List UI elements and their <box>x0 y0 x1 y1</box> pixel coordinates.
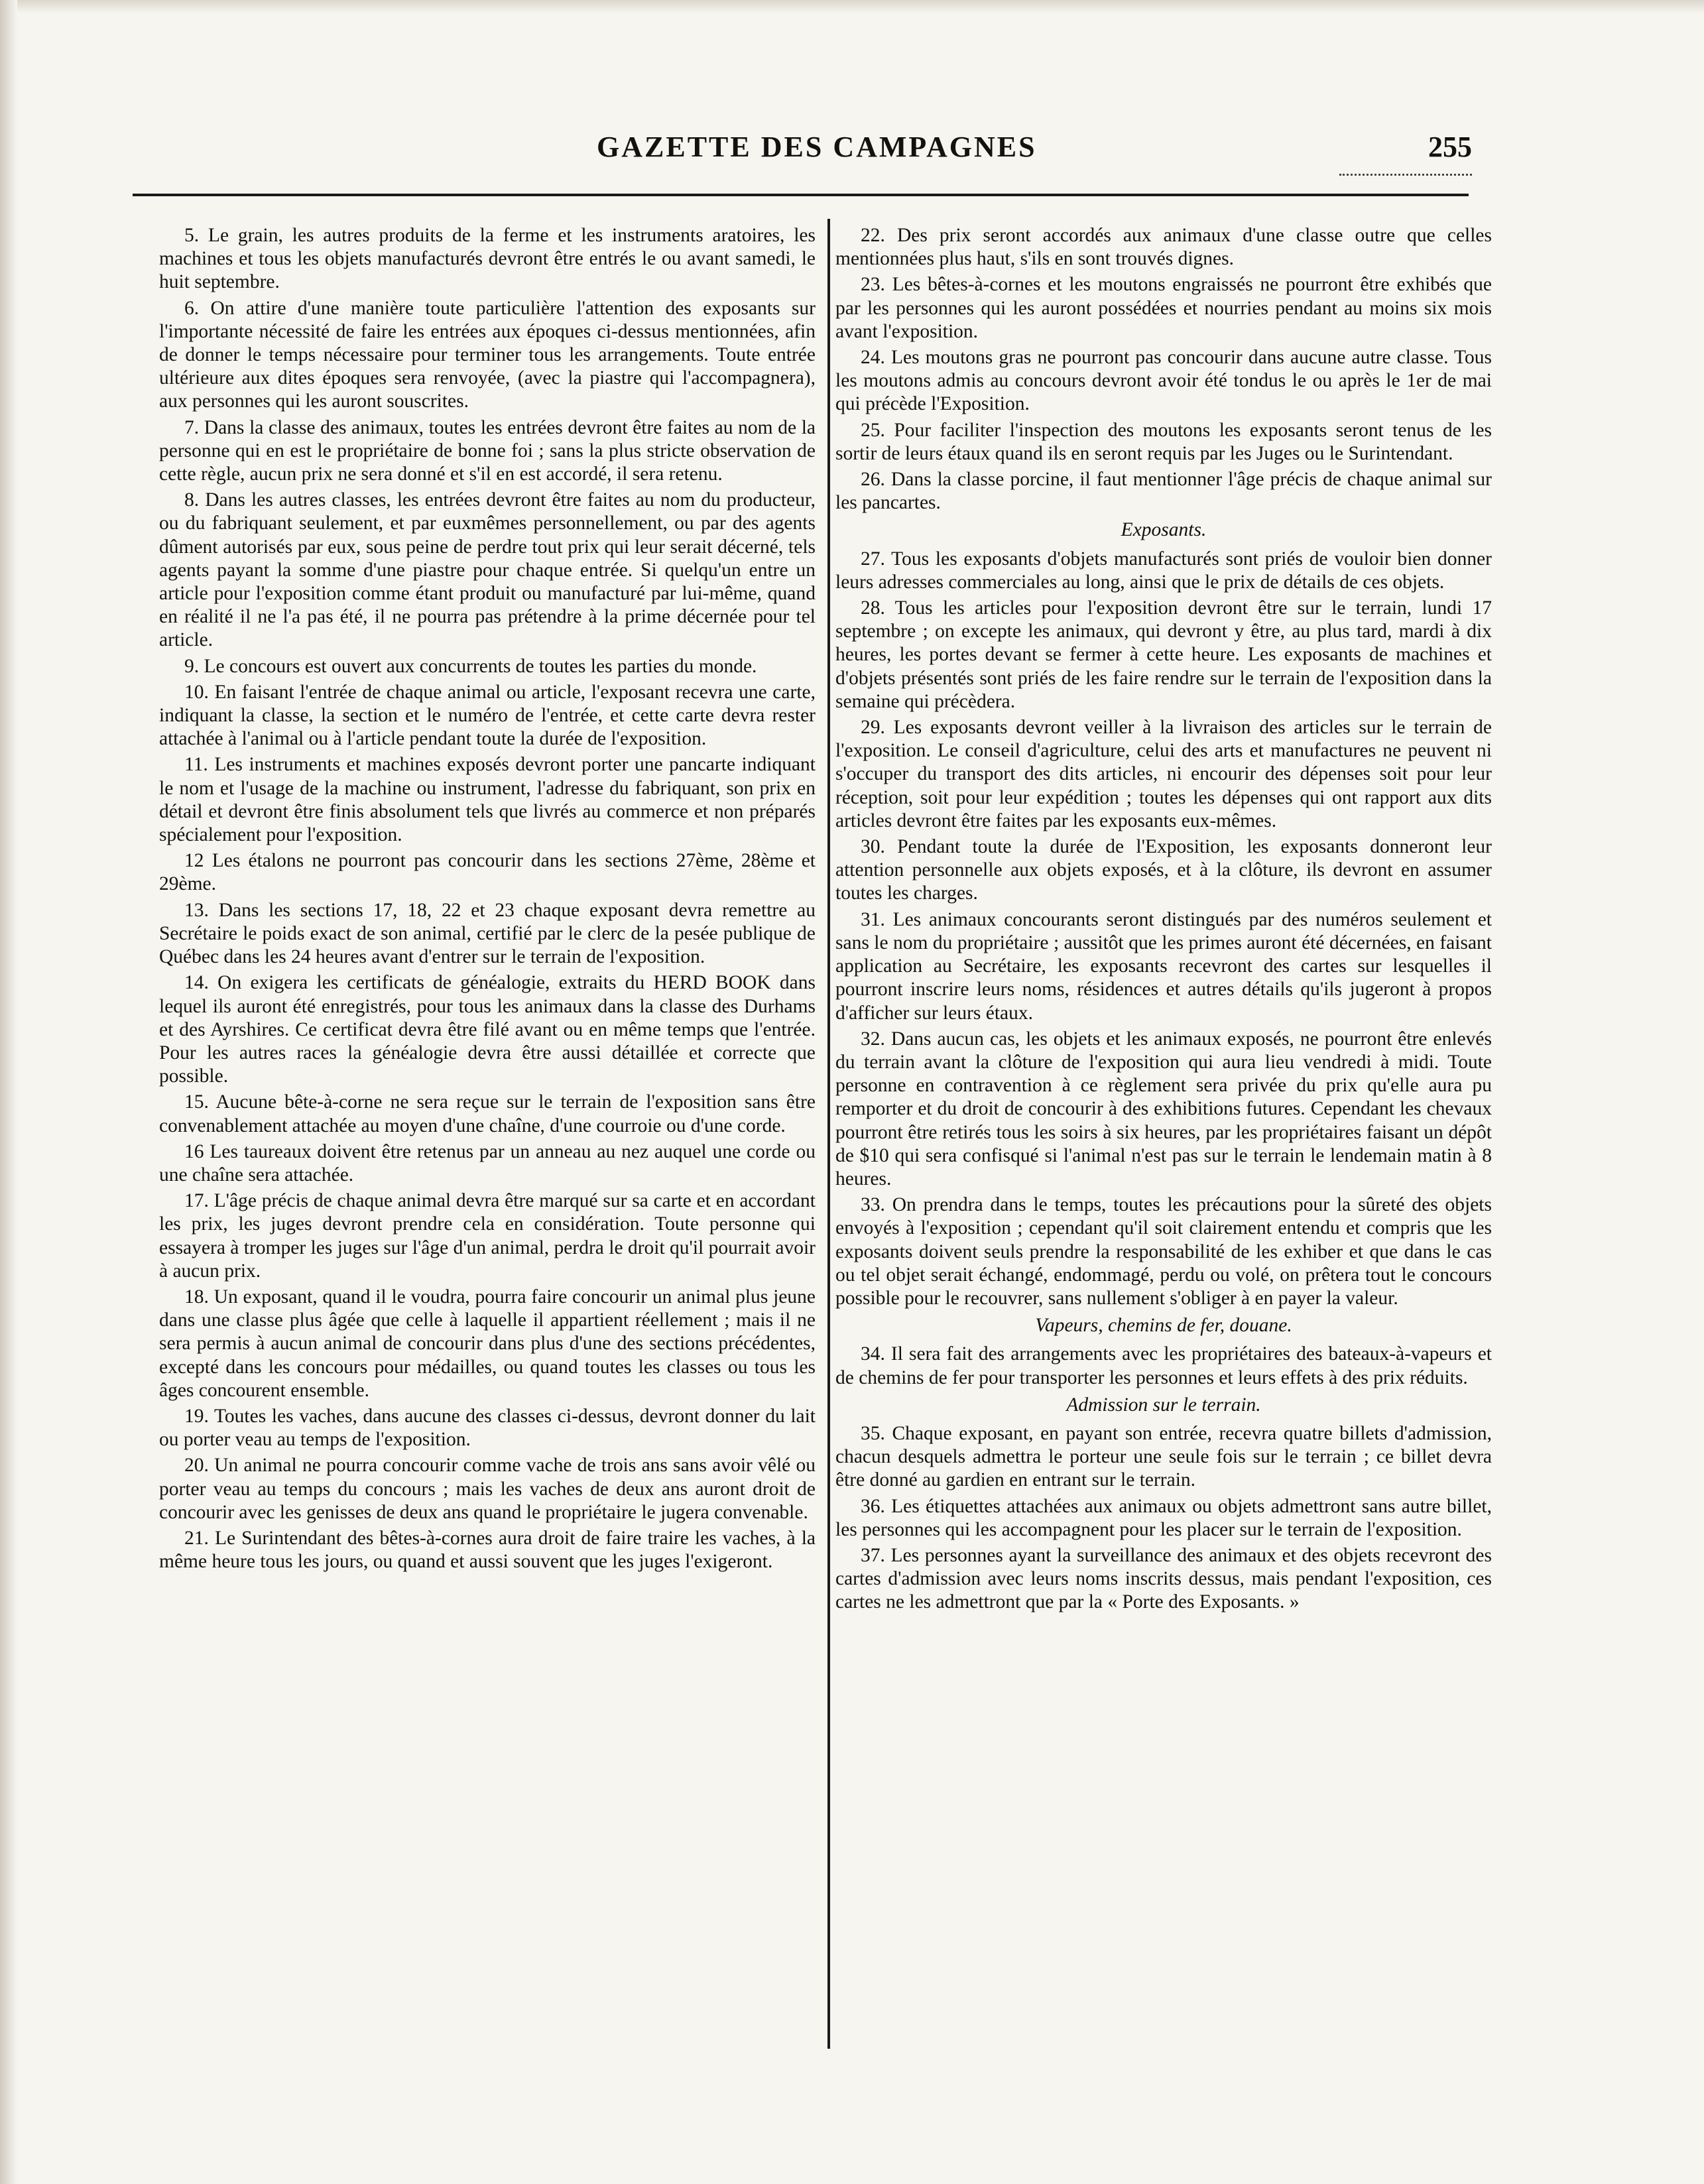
column-separator <box>827 219 830 2049</box>
page-edge-top <box>0 0 1704 13</box>
article-paragraph: 33. On prendra dans le temps, toutes les précautions pour la sûreté des objets envoyés à l'exposition ; cependant qu'il soit clairement entendu et compris que les exposants doivent seuls prendre la responsabilité de les exhiber et que dans le cas ou tel objet serait échangé, endommagé, perdu ou volé, on prêtera tout le concours possible pour le recouvrer, sans nullement s'obliger à en payer la valeur. <box>835 1194 1492 1309</box>
article-paragraph: 27. Tous les exposants d'objets manufacturés sont priés de vouloir bien donner leurs adresses commerciales au long, ainsi que le prix de détails de ces objets. <box>835 548 1492 593</box>
gazette-title: GAZETTE DES CAMPAGNES <box>597 131 1037 163</box>
article-paragraph: 14. On exigera les certificats de généalogie, extraits du HERD BOOK dans lequel ils auront été enregistrés, pour tous les animaux dans la classe des Durhams et des Ayrshires. Ce certificat devra être filé avant ou en même temps que l'entrée. Pour les autres races la généalogie devra être aussi détaillée et correcte que possible. <box>159 972 816 1087</box>
article-paragraph: 37. Les personnes ayant la surveillance des animaux et des objets recevront des cartes d'admission avec leurs noms inscrits dessus, mais pendant l'exposition, ces cartes ne les admettront que par la « Porte des Exposants. » <box>835 1544 1492 1613</box>
article-paragraph: 18. Un exposant, quand il le voudra, pourra faire concourir un animal plus jeune dans une classe plus âgée que celle à laquelle il appartient réellement ; mais il ne sera permis à aucun animal de concourir dans plus d'une des sections précédentes, excepté dans les concours pour médailles, ou quand toutes les classes ou tous les âges concourent ensemble. <box>159 1286 816 1401</box>
article-paragraph: 9. Le concours est ouvert aux concurrents de toutes les parties du monde. <box>184 655 757 677</box>
page-header <box>119 126 1472 166</box>
header-rule <box>133 194 1469 196</box>
article-paragraph: 34. Il sera fait des arrangements avec les propriétaires des bateaux-à-vapeurs et de chemins de fer pour transporter les personnes et leurs effets à des prix réduits. <box>835 1343 1492 1388</box>
article-paragraph: 11. Les instruments et machines exposés devront porter une pancarte indiquant le nom et l'usage de la machine ou instrument, l'adresse du fabriquant, son prix en détail et devront être finis absolument tels que livrés au commerce et non préparés spécialement pour l'exposition. <box>159 754 816 846</box>
article-paragraph: 10. En faisant l'entrée de chaque animal ou article, l'exposant recevra une carte, indiquant la classe, la section et le numéro de l'entrée, et cette carte devra rester attachée à l'animal ou à l'article pendant toute la durée de l'exposition. <box>159 681 816 750</box>
article-paragraph: 12 Les étalons ne pourront pas concourir dans les sections 27ème, 28ème et 29ème. <box>159 850 816 895</box>
article-paragraph: 8. Dans les autres classes, les entrées devront être faites au nom du producteur, ou du fabriquant seulement, et par euxmêmes personnellement, ou par des agents dûment autorisés par eux, sous peine de perdre tout prix qui leur serait décerné, tels agents payant la somme d'une piastre pour chaque entrée. Si quelqu'un entre un article pour l'exposition comme étant produit ou manufacturé par lui-même, quand en réalité il ne l'a pas été, il ne pourra pas prétendre à la prime décernée pour tel article. <box>159 489 816 651</box>
article-paragraph: 35. Chaque exposant, en payant son entrée, recevra quatre billets d'admission, chacun desquels admettra le porteur une seule fois sur le terrain ; ce billet devra être donné au gardien en entrant sur le terrain. <box>835 1422 1492 1491</box>
article-paragraph: 31. Les animaux concourants seront distingués par des numéros seulement et sans le nom du propriétaire ; aussitôt que les primes auront été décernées, en faisant application au Secrétaire, les exposants recevront des cartes sur lesquelles il pourront inscrire leurs noms, résidences et autres détails qu'ils jugeront à propos d'afficher sur leurs étaux. <box>835 908 1492 1024</box>
page-edge-left <box>0 0 17 2184</box>
right-column <box>835 224 1492 1617</box>
article-paragraph: 36. Les étiquettes attachées aux animaux ou objets admettront sans autre billet, les personnes qui les accompagnent pour les placer sur le terrain de l'exposition. <box>835 1495 1492 1540</box>
article-paragraph: 24. Les moutons gras ne pourront pas concourir dans aucune autre classe. Tous les moutons admis au concours devront avoir été tondus le ou après le 1er de mai qui précède l'Exposition. <box>835 347 1492 415</box>
article-paragraph: 30. Pendant toute la durée de l'Exposition, les exposants donneront leur attention personnelle aux objets exposés, et à la clôture, ils devront en assumer toutes les charges. <box>835 836 1492 904</box>
left-column <box>159 224 816 1576</box>
section-heading: Exposants. <box>1121 519 1207 541</box>
article-paragraph: 15. Aucune bête-à-corne ne sera reçue sur le terrain de l'exposition sans être convenablement attachée au moyen d'une chaîne, d'une courroie ou d'une corde. <box>159 1091 816 1136</box>
header-dotted-rule <box>1339 174 1472 176</box>
article-paragraph: 16 Les taureaux doivent être retenus par un anneau au nez auquel une corde ou une chaîne sera attachée. <box>159 1140 816 1185</box>
article-paragraph: 23. Les bêtes-à-cornes et les moutons engraissés ne pourront être exhibés que par les personnes qui les auront possédées et nourries pendant au moins six mois avant l'exposition. <box>835 274 1492 342</box>
section-heading: Vapeurs, chemins de fer, douane. <box>1035 1315 1292 1337</box>
article-paragraph: 17. L'âge précis de chaque animal devra être marqué sur sa carte et en accordant les prix, les juges devront prendre cela en considération. Toute personne qui essayera à tromper les juges sur l'âge d'un animal, perdra le droit qu'il pourrait avoir à aucun prix. <box>159 1190 816 1282</box>
article-paragraph: 5. Le grain, les autres produits de la ferme et les instruments aratoires, les machines et tous les objets manufacturés devront être entrés le ou avant samedi, le huit septembre. <box>159 225 816 293</box>
article-paragraph: 20. Un animal ne pourra concourir comme vache de trois ans sans avoir vêlé ou porter veau au temps du concours ; mais les vaches de deux ans auront droit de concourir avec les genisses de deux ans quand le propriétaire le jugera convenable. <box>159 1455 816 1523</box>
article-paragraph: 29. Les exposants devront veiller à la livraison des articles sur le terrain de l'exposition. Le conseil d'agriculture, celui des arts et manufactures ne peuvent ni s'occuper du transport des dits articles, ni encourir des dépenses soit pour leur réception, soit pour leur expédition ; toutes les dépenses qui ont rapport aux dits articles devront être faites par les exposants eux-mêmes. <box>835 717 1492 831</box>
page-number: 255 <box>1428 131 1472 163</box>
article-paragraph: 22. Des prix seront accordés aux animaux d'une classe outre que celles mentionnées plus haut, s'ils en sont trouvés dignes. <box>835 225 1492 270</box>
article-paragraph: 19. Toutes les vaches, dans aucune des classes ci-dessus, devront donner du lait ou porter veau au temps de l'exposition. <box>159 1405 816 1451</box>
article-paragraph: 32. Dans aucun cas, les objets et les animaux exposés, ne pourront être enlevés du terrain avant la clôture de l'exposition qui aura lieu vendredi à midi. Toute personne en contravention à ce règlement sera privée du prix qu'elle aura pu remporter et du droit de concourir à des exhibitions futures. Cependant les chevaux pourront être retirés tous les soirs à six heures, par les propriétaires faisant un dépôt de $10 qui sera confisqué si l'animal n'est pas sur le terrain le lendemain matin à 8 heures. <box>835 1028 1492 1189</box>
article-paragraph: 21. Le Surintendant des bêtes-à-cornes aura droit de faire traire les vaches, à la même heure tous les jours, ou quand et aussi souvent que les juges l'exigeront. <box>159 1527 816 1573</box>
article-paragraph: 6. On attire d'une manière toute particulière l'attention des exposants sur l'importante nécessité de faire les entrées aux époques ci-dessus mentionnées, afin de donner le temps nécessaire pour terminer tous les arrangements. Toute entrée ultérieure aux dites époques sera renvoyée, (avec la piastre qui l'accompagnera), aux personnes qui les auront souscrites. <box>159 297 816 412</box>
section-heading: Admission sur le terrain. <box>1066 1394 1261 1416</box>
article-paragraph: 7. Dans la classe des animaux, toutes les entrées devront être faites au nom de la personne qui en est le propriétaire de bonne foi ; sans la plus stricte observation de cette règle, aucun prix ne sera donné et s'il en est accordé, il sera retenu. <box>159 416 816 485</box>
article-paragraph: 26. Dans la classe porcine, il faut mentionner l'âge précis de chaque animal sur les pancartes. <box>835 469 1492 514</box>
article-paragraph: 25. Pour faciliter l'inspection des moutons les exposants seront tenus de les sortir de leurs étaux quand ils en seront requis par les Juges ou le Surintendant. <box>835 419 1492 464</box>
article-paragraph: 28. Tous les articles pour l'exposition devront être sur le terrain, lundi 17 septembre ; on excepte les animaux, qui devront y être, au plus tard, mardi à dix heures, les portes devant se fermer à cette heure. Les exposants de machines et d'objets présentés sont priés de les faire rendre sur le terrain de l'exposition dans la semaine qui précèdera. <box>835 597 1492 712</box>
article-paragraph: 13. Dans les sections 17, 18, 22 et 23 chaque exposant devra remettre au Secrétaire le poids exact de son animal, certifié par le clerc de la pesée publique de Québec dans les 24 heures avant d'entrer sur le terrain de l'exposition. <box>159 899 816 968</box>
